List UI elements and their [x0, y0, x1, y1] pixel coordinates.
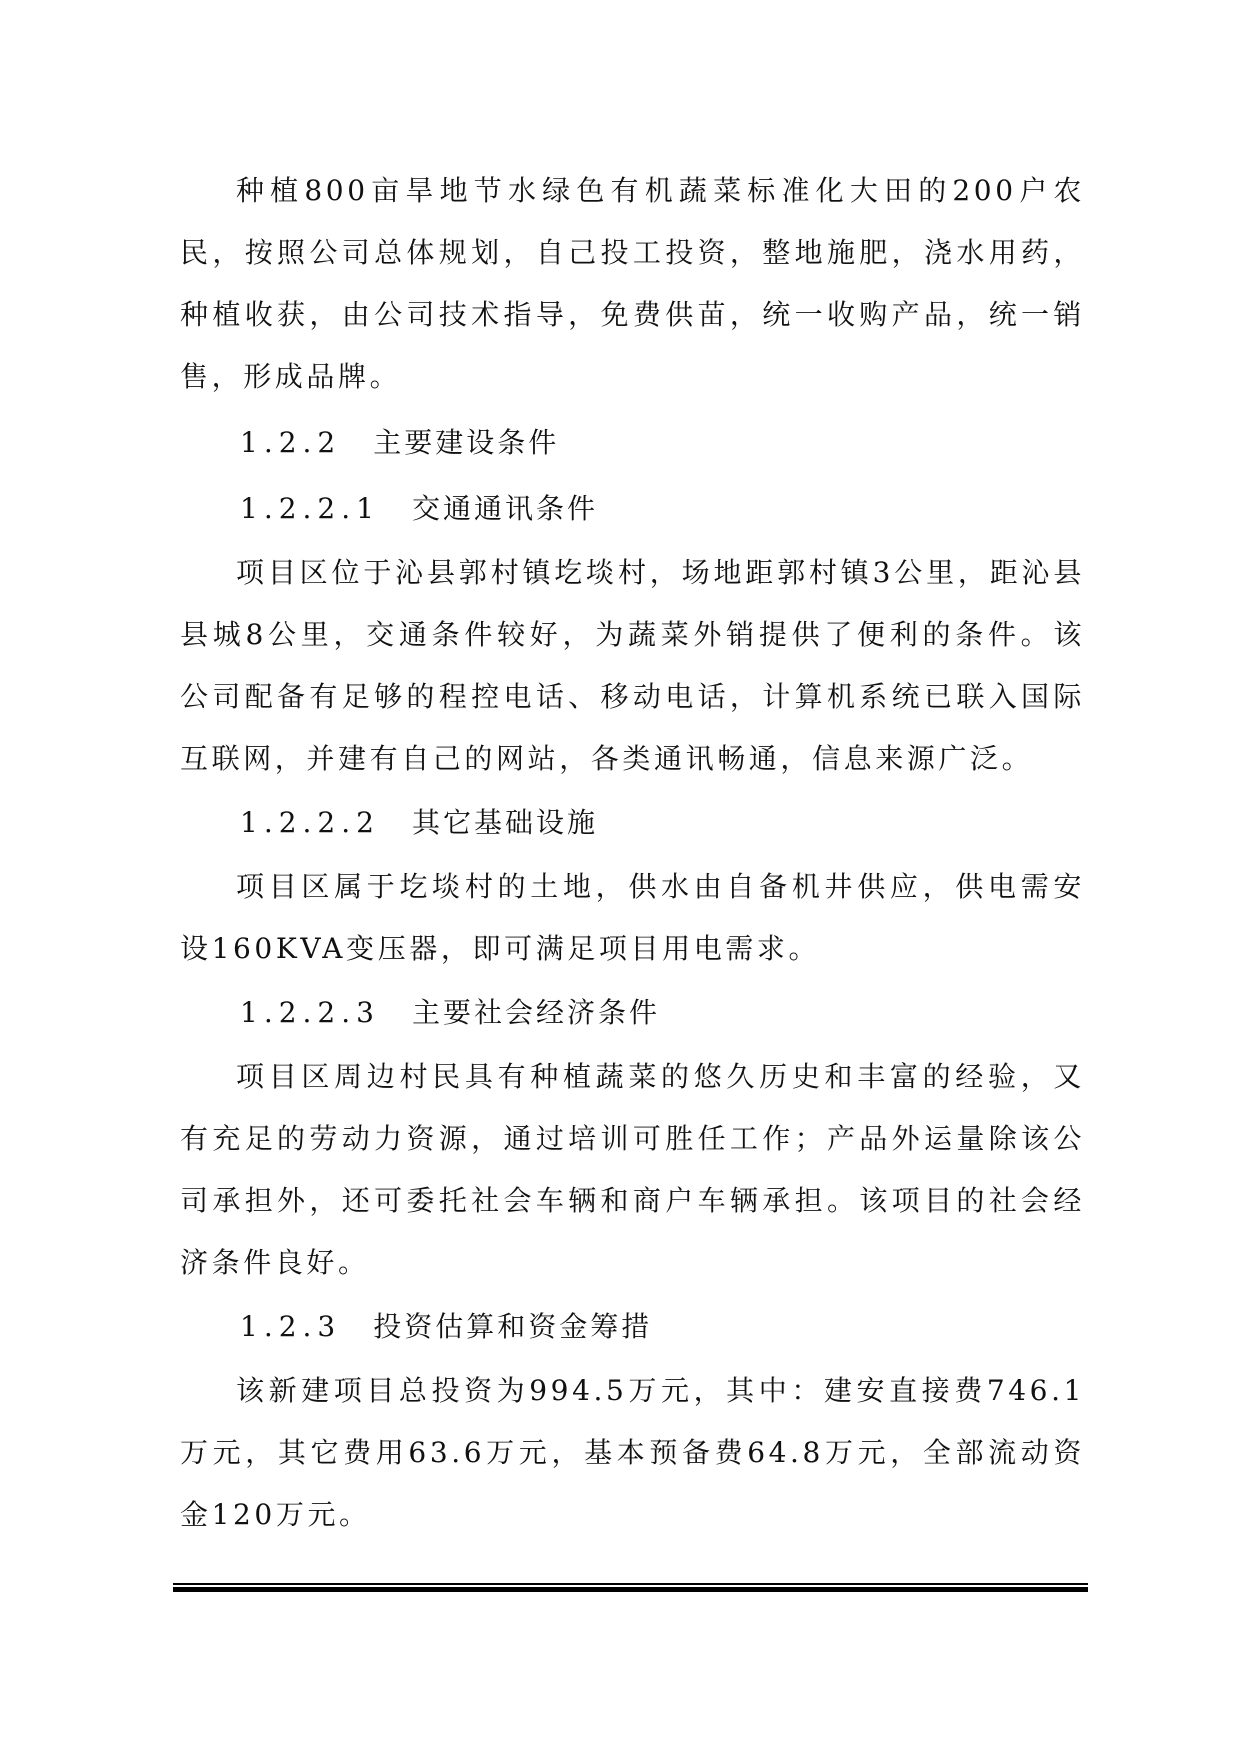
paragraph-farmers: 种植800亩旱地节水绿色有机蔬菜标准化大田的200户农民，按照公司总体规划，自己投工投资，整地施肥，浇水用药，种植收获，由公司技术指导，免费供苗，统一收购产品，统一销售，形成品牌。	[180, 174, 1085, 393]
section-number: 1.2.2.1	[240, 492, 380, 525]
section-title: 其它基础设施	[411, 806, 598, 839]
footer-thin-line	[173, 1583, 1088, 1585]
section-number: 1.2.2	[240, 426, 342, 459]
footer-double-rule	[173, 1583, 1088, 1592]
paragraph-transport-communication: 项目区位于沁县郭村镇圪埮村，场地距郭村镇3公里，距沁县县城8公里，交通条件较好，为蔬菜外销提供了便利的条件。该公司配备有足够的程控电话、移动电话，计算机系统已联入国际互联网，并建有自己的网站，各类通讯畅通，信息来源广泛。	[180, 556, 1085, 775]
section-title: 交通通讯条件	[411, 492, 598, 525]
section-number: 1.2.2.3	[240, 996, 380, 1029]
paragraph-socioeconomic: 项目区周边村民具有种植蔬菜的悠久历史和丰富的经验，又有充足的劳动力资源，通过培训可胜任工作；产品外运量除该公司承担外，还可委托社会车辆和商户车辆承担。该项目的社会经济条件良好。	[180, 1060, 1085, 1279]
section-title: 主要社会经济条件	[411, 996, 660, 1029]
section-heading-1-2-2-3	[180, 980, 1085, 1046]
paragraph-investment: 该新建项目总投资为994.5万元，其中：建安直接费746.1万元，其它费用63.6万元，基本预备费64.8万元，全部流动资金120万元。	[180, 1374, 1085, 1531]
section-number: 1.2.2.2	[240, 806, 380, 839]
section-heading-1-2-2-1	[180, 476, 1085, 542]
footer-thick-line	[173, 1587, 1088, 1592]
section-heading-1-2-3	[180, 1294, 1085, 1360]
section-heading-1-2-2-2	[180, 790, 1085, 856]
section-title: 主要建设条件	[373, 426, 560, 459]
section-heading-1-2-2	[180, 410, 1085, 476]
paragraph-infrastructure: 项目区属于圪埮村的土地，供水由自备机井供应，供电需安设160KVA变压器，即可满足项目用电需求。	[180, 870, 1085, 965]
document-body	[180, 160, 1085, 1546]
section-number: 1.2.3	[240, 1310, 342, 1343]
section-title: 投资估算和资金筹措	[373, 1310, 653, 1343]
